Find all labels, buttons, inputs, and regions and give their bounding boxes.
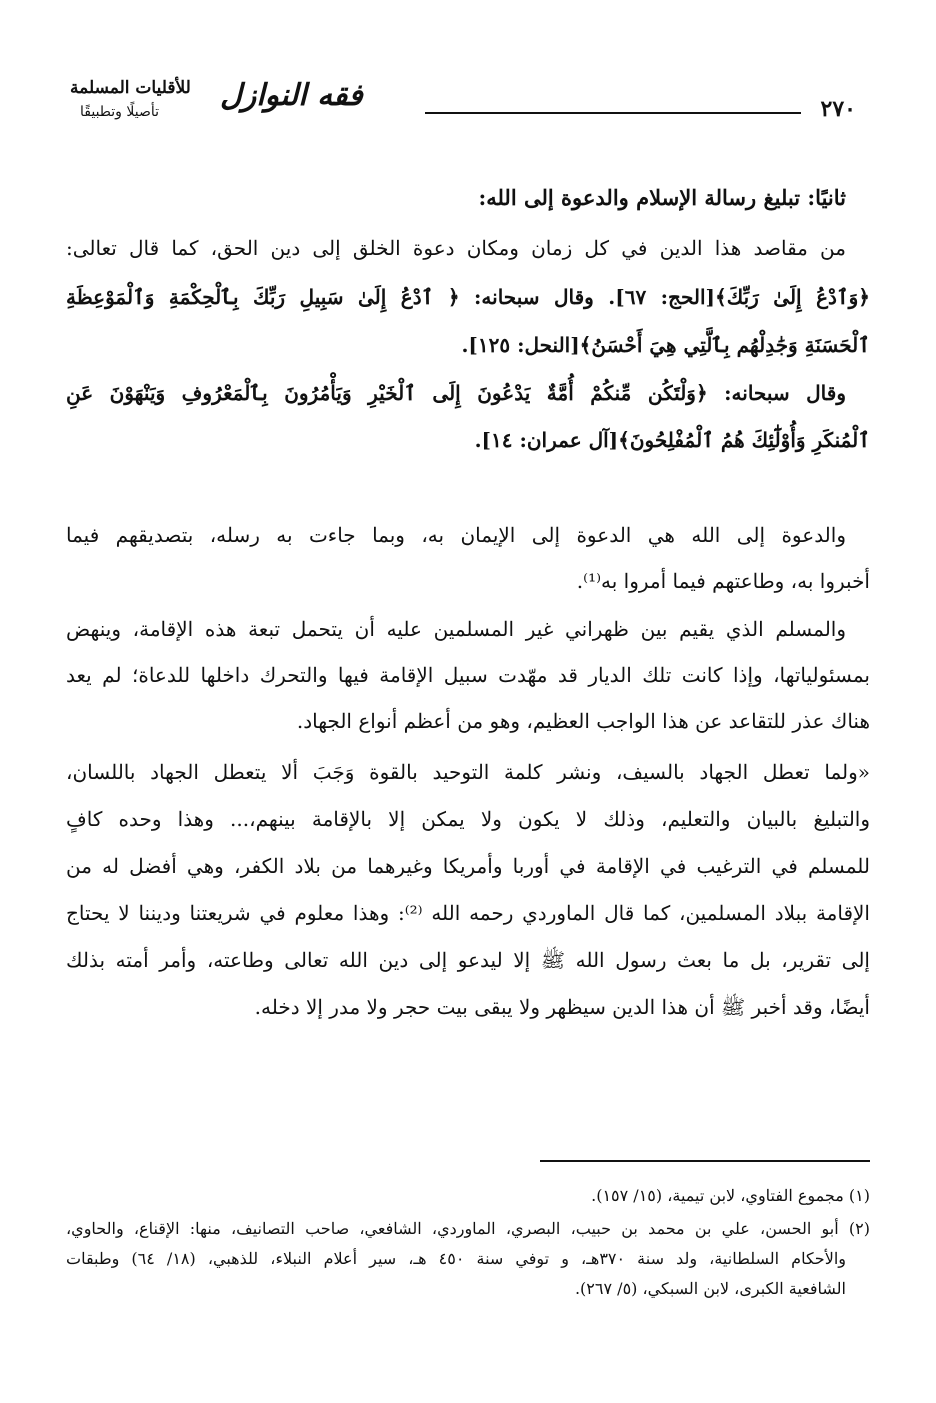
body-line: الإقامة ببلاد المسلمين، كما قال الماوردي رحمه الله ⁽²⁾: وهذا معلوم في شريعتنا وديننا لا يحتاج <box>66 901 870 925</box>
footnote: والأحكام السلطانية، ولد سنة ٣٧٠هـ، و توفي سنة ٤٥٠ هـ، سير أعلام النبلاء، للذهبي، (١٨/ ٦٤) وطبقات <box>66 1249 846 1268</box>
body-line: ﴿وَٱدْعُ إِلَىٰ رَبِّكَ﴾[الحج: ٦٧]. وقال سبحانه: ﴿ ٱدْعُ إِلَىٰ سَبِيلِ رَبِّكَ بِٱلْحِكْمَةِ وَٱلْمَوْعِظَةِ <box>66 285 870 309</box>
book-subtitle-2: تأصيلًا وتطبيقًا <box>80 104 160 120</box>
footnote: الشافعية الكبرى، لابن السبكي، (٥/ ٢٦٧). <box>574 1279 846 1298</box>
body-line: أخبروا به، وطاعتهم فيما أمروا به⁽¹⁾. <box>576 569 870 593</box>
body-line: بمسئولياتها، وإذا كانت تلك الديار قد مهّدت سبيل الإقامة فيها والتحرك داخلها للدعاة؛ لم يعد <box>66 663 870 687</box>
section-heading: ثانيًا: تبليغ رسالة الإسلام والدعوة إلى الله: <box>478 185 846 210</box>
body-line: «ولما تعطل الجهاد بالسيف، ونشر كلمة التوحيد بالقوة وَجَبَ ألا يتعطل الجهاد باللسان، <box>66 760 870 784</box>
body-line: للمسلم في الترغيب في الإقامة في أوربا وأمريكا وغيرهما من بلاد الكفر، وهي أفضل له من <box>66 854 870 878</box>
book-subtitle: للأقليات المسلمة <box>70 78 191 98</box>
body-line: وقال سبحانه: ﴿وَلْتَكُن مِّنكُمْ أُمَّةٌ يَدْعُونَ إِلَى ٱلْخَيْرِ وَيَأْمُرُونَ بِٱلْمَعْرُوفِ وَيَنْهَوْنَ عَنِ <box>66 381 846 405</box>
book-title: فقه النوازل <box>220 78 363 113</box>
header-rule <box>425 112 801 114</box>
body-line: ٱلْحَسَنَةِ وَجَٰدِلْهُم بِٱلَّتِي هِيَ أَحْسَنُ﴾[النحل: ١٢٥]. <box>461 333 870 357</box>
page-header <box>70 78 866 128</box>
footnote-rule <box>540 1160 870 1162</box>
footnote: (١) مجموع الفتاوي، لابن تيمية، (١٥/ ١٥٧). <box>591 1186 870 1205</box>
body-line: والدعوة إلى الله هي الدعوة إلى الإيمان به، وبما جاءت به رسله، بتصديقهم فيما <box>66 523 846 547</box>
body-line: والتبليغ بالبيان والتعليم، وذلك لا يكون ولا يمكن إلا بالإقامة بينهم،... وهذا وحده كافٍ <box>66 807 870 831</box>
body-line: والمسلم الذي يقيم بين ظهراني غير المسلمين عليه أن يتحمل تبعة هذه الإقامة، وينهض <box>66 617 846 641</box>
body-line: ٱلْمُنكَرِ وَأُوْلَٰٓئِكَ هُمُ ٱلْمُفْلِحُونَ﴾[آل عمران: ١٤]. <box>474 428 870 452</box>
body-line: أيضًا، وقد أخبر ﷺ أن هذا الدين سيظهر ولا يبقى بيت حجر ولا مدر إلا دخله. <box>254 995 870 1019</box>
body-line: هناك عذر للتقاعد عن هذا الواجب العظيم، وهو من أعظم أنواع الجهاد. <box>296 709 870 733</box>
page-number: ٢٧٠ <box>820 96 856 122</box>
body-line: من مقاصد هذا الدين في كل زمان ومكان دعوة الخلق إلى دين الحق، كما قال تعالى: <box>66 236 846 260</box>
body-line: إلى تقرير، بل ما بعث رسول الله ﷺ إلا ليدعو إلى دين الله تعالى وطاعته، وأمر أمته بذلك <box>66 948 870 972</box>
footnote: (٢) أبو الحسن، علي بن محمد بن حبيب، البصري، الماوردي، الشافعي، صاحب التصانيف، منها: الإقناع، والحاوي، <box>66 1219 870 1238</box>
